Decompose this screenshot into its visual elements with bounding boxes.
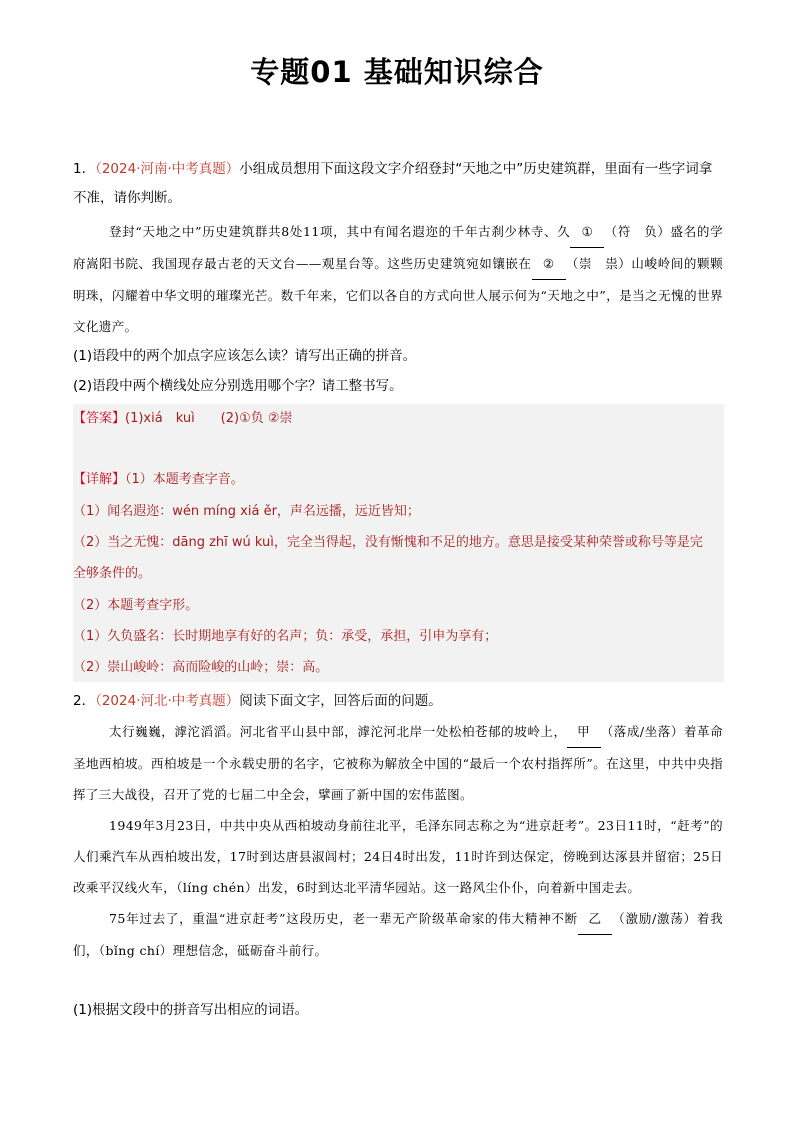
detail-tag: 【详解】	[73, 472, 126, 487]
passage-text: 登封“天地之中”历史建筑群共8处11项，其中有闻名遐迩的千年古刹少林寺、久	[109, 224, 571, 239]
answer-text: (1)xiá kuì (2)①负 ②崇	[125, 411, 293, 426]
passage-text: 太行巍巍，滹沱滔滔。河北省平山县中部，滹沱河北岸一处松柏苍郁的坡岭上，	[109, 724, 567, 739]
detail-item: （1）久负盛名：长时期地享有好的名声；负：承受，承担，引申为享有；	[73, 629, 498, 644]
detail-item: （2）崇山峻岭：高而险峻的山岭；崇：高。	[73, 660, 329, 675]
blank-jia: 甲	[567, 716, 601, 748]
stem-text: 小组成员想用下面这段文字介绍登封“天地之中”历史建筑群，里面有一些字词拿	[239, 161, 713, 177]
question-2-stem	[73, 687, 723, 716]
question-source: （2024·河南·中考真题）	[95, 161, 240, 177]
passage-text: （激励/激荡）着我们，（bǐng chí）理想信念，砥砺奋斗前行。	[73, 911, 723, 958]
passage-text: （符 负）盛名的学府嵩阳书院、我国现存最古老的天文台——观星台等。这些历史建筑宛如镶嵌在	[73, 224, 723, 271]
sub-question-1: (1)语段中的两个加点字应该怎么读？请写出正确的拼音。	[73, 348, 417, 364]
answer-line	[73, 405, 723, 432]
sub-question-2: (2)语段中两个横线处应分别选用哪个字？请工整书写。	[73, 378, 403, 394]
question-1-stem	[73, 155, 723, 213]
passage-text: （崇 祟）山峻岭间的颗颗明珠，闪耀着中华文明的璀璨光芒。数千年来，它们以各自的方式向世人展示何为“天地之中”，是当之无愧的世界文化遗产。	[73, 256, 723, 334]
stem-text-cont: 不准，请你判断。	[73, 190, 181, 206]
question-1-passage	[73, 216, 723, 342]
page-title: 专题01 基础知识综合	[250, 55, 544, 89]
blank-2: ②	[532, 248, 566, 280]
passage-text: （落成/坐落）着革命圣地西柏坡。西柏坡是一个永载史册的名字，它被称为解放全中国的“最后一个农村指挥所”。在这里，中共中央指挥了三大战役，召开了党的七届二中全会，擘画了新中国的宏伟蓝图。	[73, 724, 723, 802]
question-number: 2．	[73, 693, 96, 709]
sub-question-1: (1)根据文段中的拼音写出相应的词语。	[73, 1002, 309, 1018]
blank-1: ①	[570, 216, 604, 248]
passage-paragraph: 1949年3月23日，中共中央从西柏坡动身前往北平，毛泽东同志称之为“进京赶考”。23日11时，“赶考”的人们乘汽车从西柏坡出发，17时到达唐县淑闾村；24日4时出发，11时许到达保定，傍晚到达涿县并留宿；25日改乘平汉线火车，（líng chén）出发，6时到达北平清华园站。这一路风尘仆仆，向着新中国走去。	[73, 818, 723, 895]
detail-item: （2）本题考查字形。	[73, 598, 199, 613]
detail-item: （2）当之无愧：dāng zhī wú kuì，完全当得起，没有惭愧和不足的地方。意思是接受某种荣誉或称号等是完	[73, 535, 703, 550]
question-2-passage	[73, 716, 723, 966]
detail-item: （1）闻名遐迩：wén míng xiá ěr，声名远播，远近皆知；	[73, 504, 420, 519]
answer-tag: 【答案】	[73, 411, 126, 426]
detail-item: 全够条件的。	[73, 566, 152, 581]
detail-text: （1）本题考查字音。	[125, 472, 244, 487]
question-number: 1．	[73, 161, 96, 177]
blank-yi: 乙	[578, 903, 612, 935]
detail-line	[73, 466, 723, 493]
stem-text: 阅读下面文字，回答后面的问题。	[239, 693, 442, 709]
question-source: （2024·河北·中考真题）	[95, 693, 240, 709]
passage-text: 75年过去了，重温“进京赶考”这段历史，老一辈无产阶级革命家的伟大精神不断	[109, 911, 578, 926]
